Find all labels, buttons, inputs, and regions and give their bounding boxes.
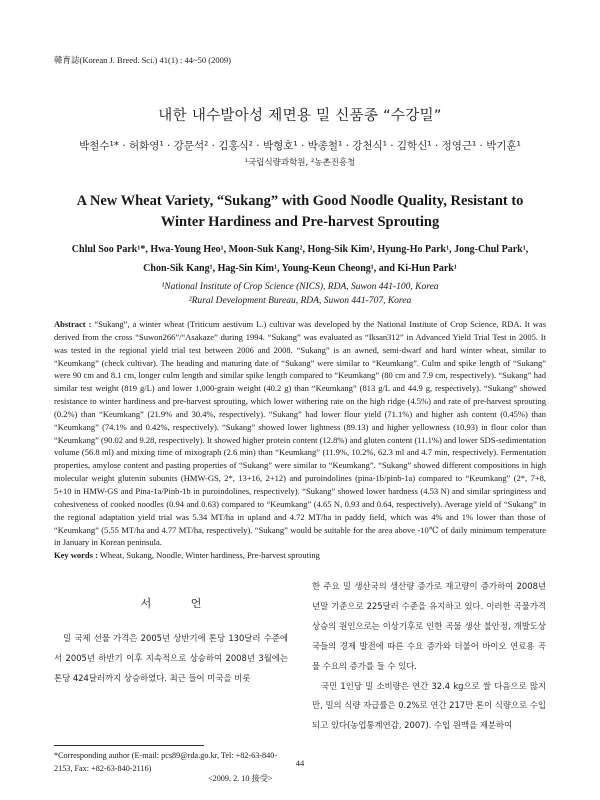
journal-citation: 韓育誌(Korean J. Breed. Sci.) 41(1) : 44~50 (2009) [54, 55, 231, 65]
intro-paragraph-right-1: 한 주요 밀 생산국의 생산량 증가로 재고량이 증가하여 2008년 년말 기준으로 225달러 수준을 유지하고 있다. 이러한 곡물가격 상승의 원인으로는 이상기후로 인한 곡물 생산 불안정, 개발도상국들의 경제 발전에 따른 수요 증가와 더불어 바이오 연료용 곡물 수요의 증가를 들 수 있다. [312, 581, 546, 671]
page-number: 44 [295, 758, 305, 768]
english-affiliations [40, 280, 560, 308]
intro-paragraph-left: 밀 국제 선물 가격은 2005년 상반기에 톤당 130달러 수준에서 2005년 하반기 이후 지속적으로 상승하여 2008년 3월에는 톤당 424달러까지 상승하였다. 최근 들어 미국을 비롯 [54, 633, 288, 683]
section-heading-introduction: 서 언 [140, 597, 220, 610]
affiliation-2: ²Rural Development Bureau, RDA, Suwon 441-707, Korea [188, 296, 412, 306]
keywords [54, 550, 546, 560]
left-column [54, 567, 288, 689]
abstract-label: Abstract : [54, 319, 92, 329]
keywords-text: Wheat, Sukang, Noodle, Winter hardiness, Pre-harvest sprouting [99, 550, 320, 560]
english-authors [40, 240, 560, 278]
intro-paragraph-right-2: 국민 1인당 밀 소비량은 연간 32.4 kg으로 쌀 다음으로 많지만, 밀의 식량 자급률은 0.2%로 연간 217만 톤이 식량으로 수입되고 있다(농업통계연감, 2007). 수입 원맥을 제분하여 [312, 680, 546, 731]
english-title [40, 191, 560, 233]
english-title-line-1: A New Wheat Variety, “Sukang” with Good Noodle Quality, Resistant to [76, 193, 524, 209]
right-column [312, 567, 546, 736]
english-authors-line-2: Chon-Sik Kang¹, Hag-Sin Kim¹, Young-Keun Cheong¹, and Ki-Hun Park¹ [143, 263, 457, 274]
keywords-label: Key words : [54, 550, 98, 560]
corresponding-author-footnote: *Corresponding author (E-mail: pcs89@rda.go.kr, Tel: +82-63-840-2153, Fax: +82-63-840-2116) [54, 751, 278, 773]
received-date: <2009. 2. 10 接受> [208, 774, 273, 783]
abstract-text: “Sukang”, a winter wheat (Triticum aestivum L.) cultivar was developed by the National Institute of Crop Science, RDA. It was derived from the cross “Suwon266”/“Asakaze” during 1994. “Sukang” was evaluated as “Iksan312” in Advanced Yield Trial Test in 2005. It was tested in the regional yield trial test between 2006 and 2008. “Sukang” is an awned, semi-dwarf and hard winter wheat, similar to “Keumkang” (check cultivar). The heading and maturing date of “Sukang” were similar to “Keumkang”. Culm and spike length of “Sukang” were 90 cm and 8.1 cm, longer culm length and similar spike length compared to “Keumkang” (80 cm and 7.9 cm, respectively). “Sukang” had similar test weight (819 g/L) and lower 1,000-grain weight (40.2 g) than “Keumkang” (813 g/L and 44.9 g, respectively). “Sukang” showed resistance to winter hardiness and pre-harvest sprouting, which lower withering rate on the high ridge (4.5%) and rate of pre-harvest sprouting (0.2%) than “Keumkang” (21.9% and 30.4%, respectively). “Sukang” had lower flour yield (71.1%) and higher ash content (0.45%) than “Keumkang” (74.1% and 0.42%, respectively). “Sukang” showed lower lightness (89.13) and higher yellowness (10.93) in flour color than “Keumkang” (90.02 and 9.28, respectively). It showed higher protein content (12.8%) and gluten content (11.1%) and lower SDS-sedimentation volume (56.8 ml) and mixing time of mixograph (2.6 min) than “Keumkang” (11.9%, 10.2%, 62.3 ml and 4.7 min, respectively). Fermentation properties, amylose content and pasting properties of “Sukang” were similar to “Keumkang”. “Sukang” showed different compositions in high molecular weight glutenin subunits (HMW-GS, 2*, 13+16, 2+12) and puroindolines (pina-1b/pinb-1a) compared to “Keumkang” (2*, 7+8, 5+10 in HMW-GS and Pina-1a/Pinb-1b in puroindolines, respectively). “Sukang” showed lower hardness (4.53 N) and similar springiness and cohesiveness of cooked noodles (0.94 and 0.63) compared to “Keumkang” (4.65 N, 0.93 and 0.64, respectively). Average yield of “Sukang” in the regional adaptation yield trial was 5.34 MT/ha in upland and 4.72 MT/ha in paddy field, which was 4% and 1% lower than those of “Keumkang” (5.55 MT/ha and 4.77 MT/ha, respectively). “Sukang” would be suitable for the area above -10℃ of daily minimum temperature in January in Korean peninsula. [54, 319, 546, 548]
english-title-line-2: Winter Hardiness and Pre-harvest Sprouting [160, 214, 440, 230]
footnote-divider [54, 745, 204, 746]
korean-title: 내한 내수발아성 제면용 밀 신품종 “수강밀” [158, 108, 442, 124]
korean-affiliations: ¹국립식량과학원, ²농촌진흥청 [244, 158, 356, 168]
abstract [54, 318, 546, 549]
affiliation-1: ¹National Institute of Crop Science (NICS), RDA, Suwon 441-100, Korea [161, 282, 439, 292]
english-authors-line-1: Chlul Soo Park¹*, Hwa-Young Heo¹, Moon-Suk Kang², Hong-Sik Kim², Hyung-Ho Park¹, Jong-Chul Park¹, [71, 244, 529, 255]
korean-authors: 박철수¹* · 허화영¹ · 강문석² · 김홍식² · 박형호¹ · 박종철¹ · 강천식¹ · 김학신¹ · 정영근¹ · 박기훈¹ [79, 140, 521, 152]
